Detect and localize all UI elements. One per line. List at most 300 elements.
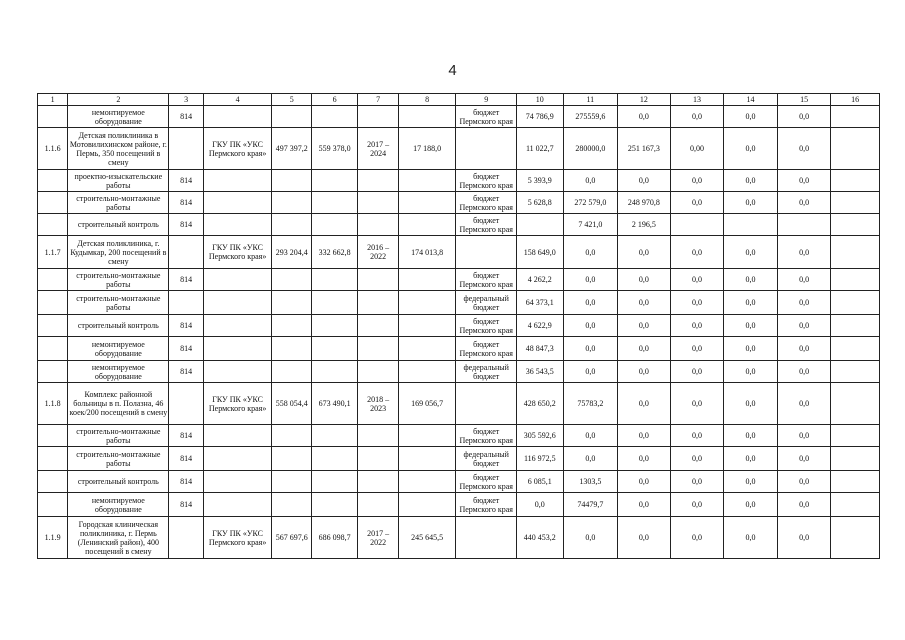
table-cell xyxy=(38,337,68,361)
table-cell xyxy=(38,170,68,192)
table-cell: 567 697,6 xyxy=(272,517,311,559)
table-cell: 305 592,6 xyxy=(517,425,563,447)
table-cell xyxy=(311,361,357,383)
table-cell: 0,0 xyxy=(563,337,618,361)
table-cell xyxy=(311,192,357,214)
table-cell: 275559,6 xyxy=(563,106,618,128)
table-cell xyxy=(398,471,456,493)
table-cell: 174 013,8 xyxy=(398,236,456,269)
table-cell: 0,0 xyxy=(670,383,724,425)
table-cell: 0,0 xyxy=(618,447,671,471)
table-cell: бюджет Пермского края xyxy=(456,269,517,291)
table-cell: 75783,2 xyxy=(563,383,618,425)
table-cell: 1.1.7 xyxy=(38,236,68,269)
table-cell: 0,0 xyxy=(670,291,724,315)
table-row xyxy=(38,269,880,291)
table-cell: 0,0 xyxy=(670,192,724,214)
table-cell xyxy=(203,447,272,471)
table-cell: 248 970,8 xyxy=(618,192,671,214)
table-cell xyxy=(358,493,398,517)
table-cell xyxy=(398,192,456,214)
page-number: 4 xyxy=(448,62,457,79)
table-cell: 814 xyxy=(169,269,203,291)
table-cell xyxy=(38,291,68,315)
table-cell: 814 xyxy=(169,447,203,471)
table-cell xyxy=(398,447,456,471)
table-cell xyxy=(831,337,880,361)
table-cell xyxy=(456,383,517,425)
table-cell xyxy=(831,291,880,315)
table-cell: 0,0 xyxy=(670,269,724,291)
table-cell xyxy=(311,170,357,192)
table-cell: 0,0 xyxy=(777,471,831,493)
table-row xyxy=(38,192,880,214)
table-cell xyxy=(831,471,880,493)
table-cell: 64 373,1 xyxy=(517,291,563,315)
table-row xyxy=(38,383,880,425)
table-cell: 0,0 xyxy=(618,425,671,447)
table-cell xyxy=(169,236,203,269)
table-cell xyxy=(831,425,880,447)
table-row xyxy=(38,291,880,315)
table-cell: ГКУ ПК «УКС Пермского края» xyxy=(203,383,272,425)
table-cell: бюджет Пермского края xyxy=(456,170,517,192)
table-cell: 0,0 xyxy=(777,447,831,471)
table-cell: 0,0 xyxy=(563,170,618,192)
table-cell: федеральный бюджет xyxy=(456,361,517,383)
table-cell xyxy=(398,106,456,128)
table-cell: 0,0 xyxy=(670,106,724,128)
table-cell: 0,0 xyxy=(618,383,671,425)
table-cell xyxy=(311,291,357,315)
header-cell: 8 xyxy=(398,94,456,106)
table-cell: 0,0 xyxy=(618,361,671,383)
table-row xyxy=(38,315,880,337)
table-cell xyxy=(358,425,398,447)
table-cell xyxy=(456,128,517,170)
table-cell xyxy=(169,291,203,315)
table-cell xyxy=(38,192,68,214)
table-cell: строительно-монтажные работы xyxy=(68,447,169,471)
table-cell xyxy=(831,269,880,291)
table-cell xyxy=(203,170,272,192)
table-cell: 814 xyxy=(169,192,203,214)
table-cell: 0,0 xyxy=(724,269,778,291)
table-row xyxy=(38,361,880,383)
table-cell: 6 085,1 xyxy=(517,471,563,493)
header-cell: 1 xyxy=(38,94,68,106)
table-cell xyxy=(311,447,357,471)
table-row xyxy=(38,471,880,493)
table-cell: 814 xyxy=(169,315,203,337)
table-cell xyxy=(831,214,880,236)
table-cell xyxy=(203,425,272,447)
table-row xyxy=(38,236,880,269)
table-cell: 0,0 xyxy=(724,315,778,337)
header-cell: 2 xyxy=(68,94,169,106)
table-cell xyxy=(272,106,311,128)
table-cell xyxy=(203,106,272,128)
table-cell xyxy=(398,315,456,337)
table-cell: строительный контроль xyxy=(68,471,169,493)
table-cell xyxy=(203,471,272,493)
header-cell: 16 xyxy=(831,94,880,106)
table-cell: 0,0 xyxy=(618,493,671,517)
table-cell: 245 645,5 xyxy=(398,517,456,559)
table-cell xyxy=(272,471,311,493)
table-cell: 814 xyxy=(169,170,203,192)
table-cell xyxy=(203,269,272,291)
table-cell: бюджет Пермского края xyxy=(456,337,517,361)
table-cell: 0,0 xyxy=(618,337,671,361)
table-cell: 814 xyxy=(169,425,203,447)
table-cell xyxy=(831,361,880,383)
table-row xyxy=(38,425,880,447)
table-cell xyxy=(398,291,456,315)
table-cell xyxy=(272,291,311,315)
table-cell: 0,0 xyxy=(724,128,778,170)
table-cell: 0,0 xyxy=(724,493,778,517)
table-cell: 0,0 xyxy=(724,425,778,447)
table-cell: строительно-монтажные работы xyxy=(68,192,169,214)
table-cell xyxy=(831,106,880,128)
table-cell: 0,0 xyxy=(777,493,831,517)
table-cell: 814 xyxy=(169,214,203,236)
table-cell: 440 453,2 xyxy=(517,517,563,559)
table-row xyxy=(38,337,880,361)
table-cell: 0,0 xyxy=(777,269,831,291)
table-cell xyxy=(311,214,357,236)
table-cell: немонтируемое оборудование xyxy=(68,106,169,128)
table-cell: 2017 – 2022 xyxy=(358,517,398,559)
budget-table xyxy=(37,93,880,559)
table-cell xyxy=(358,214,398,236)
table-cell xyxy=(831,493,880,517)
table-cell: 0,0 xyxy=(563,361,618,383)
table-cell xyxy=(358,269,398,291)
table-cell xyxy=(517,214,563,236)
table-cell: 0,0 xyxy=(724,517,778,559)
table-cell: 0,0 xyxy=(777,170,831,192)
table-cell xyxy=(398,337,456,361)
table-cell: 0,0 xyxy=(618,471,671,493)
table-cell xyxy=(203,192,272,214)
table-cell: 0,0 xyxy=(777,361,831,383)
table-cell: 0,0 xyxy=(724,471,778,493)
table-cell: 0,0 xyxy=(618,236,671,269)
table-cell: 251 167,3 xyxy=(618,128,671,170)
table-cell: 2 196,5 xyxy=(618,214,671,236)
table-cell: Городская клиническая поликлиника, г. Пермь (Ленинский район), 400 посещений в смену xyxy=(68,517,169,559)
table-cell: Комплекс районной больницы в п. Полазна, 46 коек/200 посещений в смену xyxy=(68,383,169,425)
table-cell xyxy=(38,425,68,447)
table-cell xyxy=(311,106,357,128)
table-row xyxy=(38,493,880,517)
table-cell: 0,0 xyxy=(670,337,724,361)
table-cell xyxy=(398,170,456,192)
table-cell: проектно-изыскательские работы xyxy=(68,170,169,192)
table-cell xyxy=(831,192,880,214)
header-cell: 10 xyxy=(517,94,563,106)
table-cell xyxy=(358,471,398,493)
table-cell xyxy=(169,517,203,559)
table-cell xyxy=(38,471,68,493)
table-cell: Детская поликлиника в Мотовилихинском районе, г. Пермь, 350 посещений в смену xyxy=(68,128,169,170)
table-cell: бюджет Пермского края xyxy=(456,214,517,236)
table-cell: ГКУ ПК «УКС Пермского края» xyxy=(203,517,272,559)
table-cell: 814 xyxy=(169,361,203,383)
table-cell: федеральный бюджет xyxy=(456,447,517,471)
table-cell: 559 378,0 xyxy=(311,128,357,170)
table-cell: 0,0 xyxy=(563,236,618,269)
table-cell: 0,0 xyxy=(670,447,724,471)
table-cell: 0,0 xyxy=(670,170,724,192)
table-cell xyxy=(38,447,68,471)
table-row xyxy=(38,517,880,559)
table-cell: 332 662,8 xyxy=(311,236,357,269)
table-cell xyxy=(272,170,311,192)
table-cell xyxy=(358,192,398,214)
table-cell: 0,0 xyxy=(777,192,831,214)
table-cell: 272 579,0 xyxy=(563,192,618,214)
table-cell: строительный контроль xyxy=(68,315,169,337)
table-cell: 428 650,2 xyxy=(517,383,563,425)
table-cell: 0,0 xyxy=(618,106,671,128)
table-cell: 11 022,7 xyxy=(517,128,563,170)
table-cell xyxy=(38,106,68,128)
table-cell: Детская поликлиника, г. Кудымкар, 200 посещений в смену xyxy=(68,236,169,269)
table-cell xyxy=(398,361,456,383)
table-cell: 0,0 xyxy=(777,315,831,337)
table-cell: 0,0 xyxy=(563,447,618,471)
table-row xyxy=(38,106,880,128)
table-cell xyxy=(311,471,357,493)
table-cell: бюджет Пермского края xyxy=(456,493,517,517)
table-cell xyxy=(169,383,203,425)
header-cell: 5 xyxy=(272,94,311,106)
table-cell: 0,0 xyxy=(724,361,778,383)
table-cell: 0,0 xyxy=(670,493,724,517)
table-cell: 1.1.6 xyxy=(38,128,68,170)
table-cell: 7 421,0 xyxy=(563,214,618,236)
header-cell: 12 xyxy=(618,94,671,106)
table-cell xyxy=(311,315,357,337)
table-cell: 0,0 xyxy=(724,236,778,269)
table-cell: немонтируемое оборудование xyxy=(68,361,169,383)
table-cell: 0,0 xyxy=(777,236,831,269)
table-cell xyxy=(831,447,880,471)
table-cell xyxy=(38,269,68,291)
table-cell: немонтируемое оборудование xyxy=(68,337,169,361)
table-cell: 0,0 xyxy=(724,447,778,471)
table-cell: 74479,7 xyxy=(563,493,618,517)
table-cell xyxy=(398,214,456,236)
header-cell: 15 xyxy=(777,94,831,106)
table-cell xyxy=(398,425,456,447)
table-cell xyxy=(456,236,517,269)
table-cell: 814 xyxy=(169,106,203,128)
table-cell xyxy=(831,128,880,170)
table-cell xyxy=(670,214,724,236)
table-cell xyxy=(311,337,357,361)
header-cell: 7 xyxy=(358,94,398,106)
table-cell xyxy=(398,269,456,291)
table-cell: 0,0 xyxy=(563,425,618,447)
table-cell: 2017 – 2024 xyxy=(358,128,398,170)
table-cell: 0,0 xyxy=(777,383,831,425)
table-cell: 0,0 xyxy=(777,517,831,559)
table-cell: 0,0 xyxy=(517,493,563,517)
header-cell: 11 xyxy=(563,94,618,106)
table-cell: 0,0 xyxy=(724,192,778,214)
table-cell xyxy=(831,383,880,425)
table-cell: строительный контроль xyxy=(68,214,169,236)
table-cell xyxy=(272,337,311,361)
table-cell: 686 098,7 xyxy=(311,517,357,559)
table-cell xyxy=(169,128,203,170)
header-cell: 13 xyxy=(670,94,724,106)
table-cell: 4 622,9 xyxy=(517,315,563,337)
table-cell xyxy=(203,493,272,517)
table-cell xyxy=(724,214,778,236)
table-cell: 2018 – 2023 xyxy=(358,383,398,425)
table-cell xyxy=(272,214,311,236)
table-cell: 814 xyxy=(169,337,203,361)
table-cell: 0,0 xyxy=(670,471,724,493)
table-cell: ГКУ ПК «УКС Пермского края» xyxy=(203,236,272,269)
table-cell xyxy=(272,447,311,471)
table-cell: 17 188,0 xyxy=(398,128,456,170)
table-cell: 74 786,9 xyxy=(517,106,563,128)
table-cell: 0,0 xyxy=(618,170,671,192)
table-cell: 0,0 xyxy=(670,236,724,269)
table-cell xyxy=(831,236,880,269)
table-cell: 0,0 xyxy=(618,315,671,337)
table-cell: бюджет Пермского края xyxy=(456,315,517,337)
table-row xyxy=(38,447,880,471)
table-cell xyxy=(456,517,517,559)
table-cell: 1.1.8 xyxy=(38,383,68,425)
table-cell xyxy=(203,214,272,236)
table-row xyxy=(38,170,880,192)
table-cell: бюджет Пермского края xyxy=(456,425,517,447)
table-cell: бюджет Пермского края xyxy=(456,106,517,128)
table-cell xyxy=(311,269,357,291)
table-cell xyxy=(831,170,880,192)
table-cell xyxy=(358,106,398,128)
table-cell: 0,0 xyxy=(724,291,778,315)
table-cell xyxy=(272,361,311,383)
table-cell: 497 397,2 xyxy=(272,128,311,170)
table-cell: 0,0 xyxy=(777,291,831,315)
table-cell xyxy=(831,517,880,559)
table-row xyxy=(38,214,880,236)
table-cell xyxy=(358,361,398,383)
table-cell xyxy=(272,315,311,337)
table-cell xyxy=(311,493,357,517)
table-cell: 280000,0 xyxy=(563,128,618,170)
table-cell: 0,0 xyxy=(670,517,724,559)
table-cell: 0,0 xyxy=(724,106,778,128)
table-cell xyxy=(203,361,272,383)
table-cell: 2016 – 2022 xyxy=(358,236,398,269)
table-cell xyxy=(203,315,272,337)
table-cell: 116 972,5 xyxy=(517,447,563,471)
table-cell: 0,0 xyxy=(777,106,831,128)
table-cell: 0,0 xyxy=(777,425,831,447)
header-row xyxy=(38,94,880,106)
table-cell: 0,0 xyxy=(724,383,778,425)
table-cell xyxy=(831,315,880,337)
table-cell: федеральный бюджет xyxy=(456,291,517,315)
table-cell xyxy=(272,425,311,447)
header-cell: 14 xyxy=(724,94,778,106)
table-cell: 814 xyxy=(169,493,203,517)
table-cell: 0,0 xyxy=(724,337,778,361)
table-cell xyxy=(272,493,311,517)
table-cell: 673 490,1 xyxy=(311,383,357,425)
table-cell: 5 393,9 xyxy=(517,170,563,192)
table-cell: строительно-монтажные работы xyxy=(68,269,169,291)
table-cell xyxy=(358,315,398,337)
table-cell: 36 543,5 xyxy=(517,361,563,383)
header-cell: 3 xyxy=(169,94,203,106)
table-cell: бюджет Пермского края xyxy=(456,471,517,493)
table-cell: 4 262,2 xyxy=(517,269,563,291)
table-cell: 0,0 xyxy=(618,517,671,559)
table-cell xyxy=(272,192,311,214)
table-cell: 0,0 xyxy=(777,128,831,170)
table-cell xyxy=(203,291,272,315)
table-cell: 0,0 xyxy=(618,269,671,291)
table-cell xyxy=(398,493,456,517)
table-cell: 0,0 xyxy=(670,361,724,383)
table-cell: 814 xyxy=(169,471,203,493)
header-cell: 4 xyxy=(203,94,272,106)
table-cell: 0,00 xyxy=(670,128,724,170)
table-cell: 169 056,7 xyxy=(398,383,456,425)
table-cell xyxy=(38,214,68,236)
table-cell xyxy=(358,447,398,471)
table-cell xyxy=(203,337,272,361)
table-cell: 1303,5 xyxy=(563,471,618,493)
table-cell: 48 847,3 xyxy=(517,337,563,361)
table-cell xyxy=(38,361,68,383)
table-cell: строительно-монтажные работы xyxy=(68,425,169,447)
table-cell: 1.1.9 xyxy=(38,517,68,559)
table-cell xyxy=(358,170,398,192)
table-cell: ГКУ ПК «УКС Пермского края» xyxy=(203,128,272,170)
table-cell: 0,0 xyxy=(563,269,618,291)
table-cell: 158 649,0 xyxy=(517,236,563,269)
table-cell xyxy=(272,269,311,291)
table-cell: 0,0 xyxy=(563,517,618,559)
table-cell xyxy=(311,425,357,447)
table-row xyxy=(38,128,880,170)
table-cell: 293 204,4 xyxy=(272,236,311,269)
table-cell: немонтируемое оборудование xyxy=(68,493,169,517)
table-cell: 0,0 xyxy=(724,170,778,192)
table-cell xyxy=(777,214,831,236)
table-cell xyxy=(38,493,68,517)
header-cell: 9 xyxy=(456,94,517,106)
table-cell xyxy=(358,291,398,315)
table-cell xyxy=(38,315,68,337)
table-cell: 0,0 xyxy=(618,291,671,315)
table-cell: 0,0 xyxy=(563,315,618,337)
table-cell: 5 628,8 xyxy=(517,192,563,214)
table-cell: строительно-монтажные работы xyxy=(68,291,169,315)
